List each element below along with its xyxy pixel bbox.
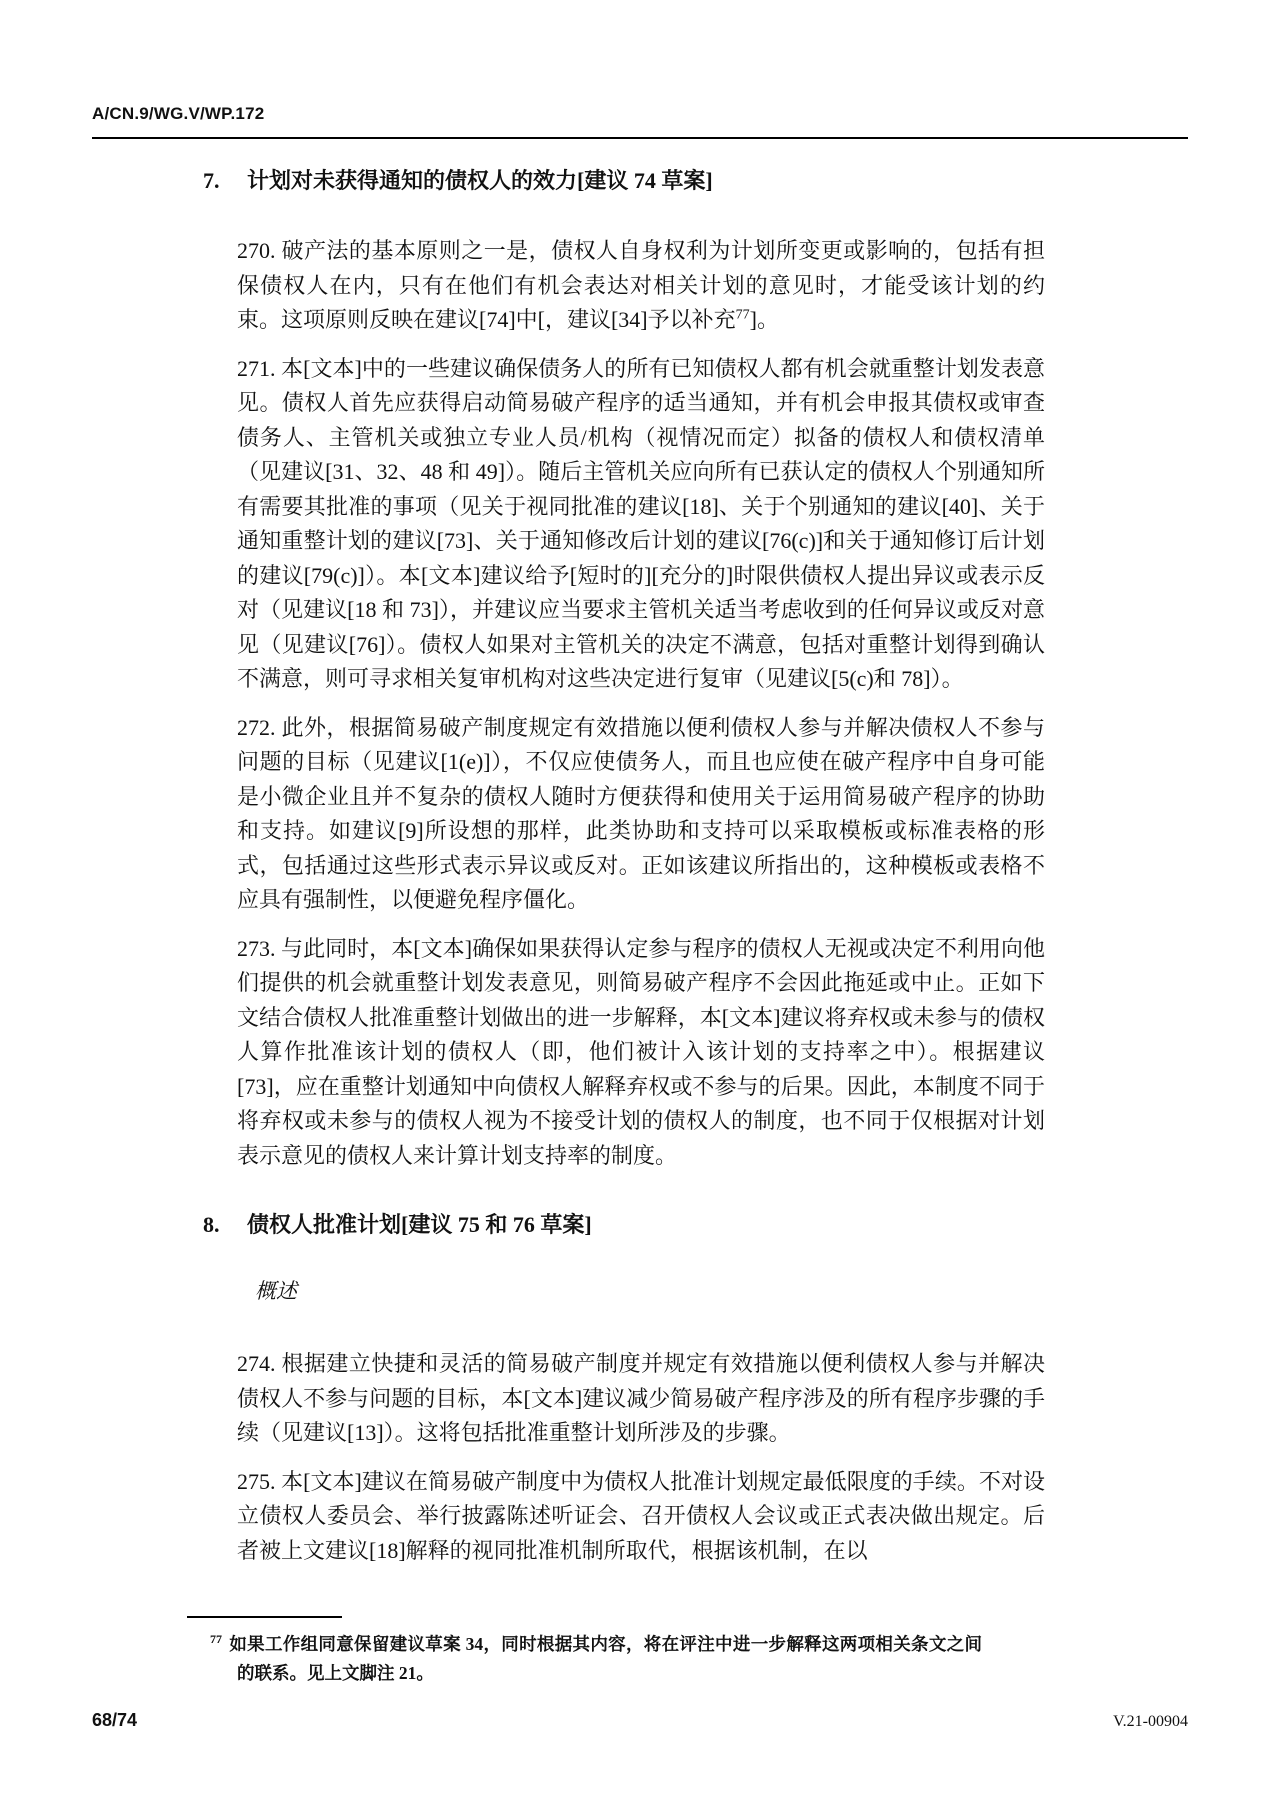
section-heading-7: [203, 167, 1045, 195]
section-title: 计划对未获得通知的债权人的效力[建议 74 草案]: [247, 168, 713, 193]
section-heading-8: [203, 1211, 1045, 1239]
footnote-separator: [187, 1616, 342, 1618]
document-code: V.21-00904: [1113, 1713, 1188, 1730]
footnote-77-marker: 77: [210, 1632, 222, 1647]
footnote-ref-77: 77: [735, 307, 750, 323]
paragraph-272: 272. 此外，根据简易破产制度规定有效措施以便利债权人参与并解决债权人不参与问题的目标（见建议[1(e)]），不仅应使债务人，而且也应使在破产程序中自身可能是小微企业且并不复杂的债权人随时方便获得和使用关于运用简易破产程序的协助和支持。如建议[9]所设想的那样，此类协助和支持可以采取模板或标准表格的形式，包括通过这些形式表示异议或反对。正如该建议所指出的，这种模板或表格不应具有强制性，以便避免程序僵化。: [237, 714, 1045, 912]
doc-symbol: A/CN.9/WG.V/WP.172: [92, 104, 265, 123]
paragraph-271: 271. 本[文本]中的一些建议确保债务人的所有已知债权人都有机会就重整计划发表意见。债权人首先应获得启动简易破产程序的适当通知，并有机会申报其债权或审查债务人、主管机关或独立专业人员/机构（视情况而定）拟备的债权人和债权清单（见建议[31、32、48 和 49]）。随后主管机关应向所有已获认定的债权人个别通知所有需要其批准的事项（见关于视同批准的建议[18]、关于个别通知的建议[40]、关于通知重整计划的建议[73]、关于通知修改后计划的建议[76(c)]和关于通知修订后计划的建议[79(c)]）。本[文本]建议给予[短时的][充分的]时限供债权人提出异议或表示反对（见建议[18 和 73]），并建议应当要求主管机关适当考虑收到的任何异议或反对意见（见建议[76]）。债权人如果对主管机关的决定不满意，包括对重整计划得到确认不满意，则可寻求相关复审机构对这些决定进行复审（见建议[5(c)和 78]）。: [237, 355, 1045, 691]
paragraph-270: [237, 234, 1045, 338]
footnote-area: [187, 1616, 987, 1688]
section-title: 债权人批准计划[建议 75 和 76 草案]: [247, 1212, 592, 1237]
footnote-77: [210, 1630, 982, 1688]
footnote-77-text: 如果工作组同意保留建议草案 34，同时根据其内容，将在评注中进一步解释这两项相关条文之间的联系。见上文脚注 21。: [229, 1634, 982, 1683]
paragraph-270-text-end: ]。: [749, 307, 779, 332]
section-number: 7.: [203, 168, 220, 193]
paragraph-270-text: 270. 破产法的基本原则之一是，债权人自身权利为计划所变更或影响的，包括有担保债权人在内，只有在他们有机会表达对相关计划的意见时，才能受该计划的约束。这项原则反映在建议[74]中[，建议[34]予以补充: [237, 238, 1045, 332]
paragraph-273: 273. 与此同时，本[文本]确保如果获得认定参与程序的债权人无视或决定不利用向他们提供的机会就重整计划发表意见，则简易破产程序不会因此拖延或中止。正如下文结合债权人批准重整计划做出的进一步解释，本[文本]建议将弃权或未参与的债权人算作批准该计划的债权人（即，他们被计入该计划的支持率之中）。根据建议[73]，应在重整计划通知中向债权人解释弃权或不参与的后果。因此，本制度不同于将弃权或未参与的债权人视为不接受计划的债权人的制度，也不同于仅根据对计划表示意见的债权人来计算计划支持率的制度。: [237, 935, 1045, 1168]
subheading-overview: 概述: [255, 1279, 297, 1303]
document-body: [203, 160, 1045, 1568]
section-number: 8.: [203, 1212, 220, 1237]
header-rule: [92, 137, 1188, 139]
page-number: 68/74: [92, 1710, 138, 1730]
paragraph-275: 275. 本[文本]建议在简易破产制度中为债权人批准计划规定最低限度的手续。不对设立债权人委员会、举行披露陈述听证会、召开债权人会议或正式表决做出规定。后者被上文建议[18]解释的视同批准机制所取代，根据该机制，在以: [237, 1468, 1045, 1563]
paragraph-274: 274. 根据建立快捷和灵活的简易破产制度并规定有效措施以便利债权人参与并解决债权人不参与问题的目标，本[文本]建议减少简易破产程序涉及的所有程序步骤的手续（见建议[13]）。这将包括批准重整计划所涉及的步骤。: [237, 1351, 1045, 1445]
